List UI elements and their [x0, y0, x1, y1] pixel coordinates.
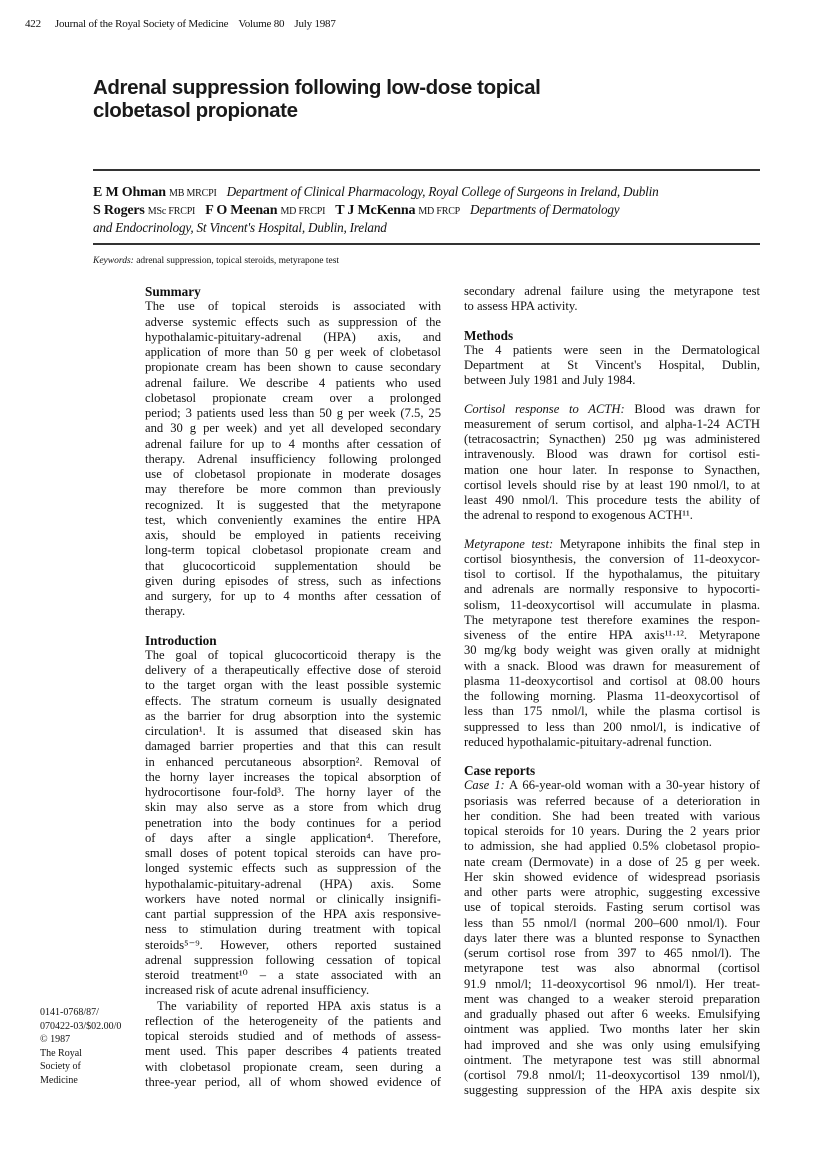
- line-text: to admission, she had applied 0.5% clobetasol propio-: [464, 839, 760, 854]
- text-line: [464, 1007, 760, 1022]
- text-line: [464, 1068, 760, 1083]
- line-text: secondary adrenal failure using the metyrapone test: [464, 284, 760, 298]
- text-line: [464, 628, 760, 643]
- line-text: cant partial suppression of the HPA axis responsive-: [145, 907, 441, 921]
- line-text: penetration into the body continues for a period: [145, 815, 441, 830]
- line-text: Metyrapone inhibits the final step in: [553, 536, 760, 551]
- copyright-note: [40, 1006, 121, 1088]
- text-line: [464, 508, 760, 523]
- line-text: given during episodes of stress, such as infections: [145, 573, 441, 588]
- keywords: [93, 256, 339, 266]
- line-text: with clobetasol propionate cream, seen during a: [145, 1059, 441, 1074]
- text-line: [464, 1053, 760, 1068]
- line-text: and other parts were atrophic, suggesting excessive: [464, 885, 760, 899]
- text-line: [145, 709, 441, 724]
- line-text: and gradually phased out after 6 weeks. Emulsifying: [464, 1007, 760, 1021]
- text-line: [464, 598, 760, 613]
- line-text: and 30 g per week) and yet all developed secondary: [145, 421, 441, 436]
- line-text: long-term topical clobetasol propionate cream and: [145, 543, 441, 558]
- author-block: [93, 184, 763, 236]
- text-line: [145, 785, 441, 800]
- text-line: [464, 839, 760, 854]
- line-text: Blood was drawn for: [624, 401, 760, 416]
- line-text: cortisol levels should rise by at least 190 nmol/l, to at: [464, 477, 760, 492]
- line-text: increased risk of acute adrenal insufficiency.: [145, 983, 370, 998]
- line-text: circulation¹. It is assumed that diseased skin has: [145, 724, 441, 738]
- text-line: [145, 299, 441, 314]
- line-text: intravenously. Blood was drawn for cortisol esti-: [464, 447, 760, 462]
- text-line: [464, 946, 760, 961]
- line-text: less than 175 nmol/l, while the plasma cortisol is: [464, 704, 760, 719]
- right-column: [464, 284, 760, 1099]
- line-text: metyrapone test was also abnormal (cortisol: [464, 961, 760, 976]
- line-text: effects. The stratum corneum is usually designated: [145, 693, 441, 708]
- text-line: [464, 417, 760, 432]
- author-name: E M Ohman: [93, 185, 166, 200]
- line-text: therapy. Adrenal insufficiency following prolonged: [145, 451, 441, 466]
- text-line: [464, 613, 760, 628]
- line-text: therapy.: [145, 604, 186, 619]
- margin-note-line: © 1987: [40, 1034, 71, 1046]
- spacer: [464, 315, 760, 328]
- line-text: and adrenals are normally responsive to hypocorti-: [464, 582, 760, 597]
- text-line: [464, 537, 760, 552]
- author-degrees: MD FRCPI: [280, 206, 326, 217]
- paragraph: [145, 999, 441, 1091]
- line-text: measurement of serum cortisol, and alpha-1-24 ACTH: [464, 416, 760, 431]
- text-line: [464, 299, 760, 314]
- spacer: [464, 389, 760, 402]
- author-name: F O Meenan: [205, 203, 278, 218]
- margin-note-line: Medicine: [40, 1074, 78, 1086]
- text-line: [464, 373, 760, 388]
- author-degrees: MD FRCP: [418, 206, 461, 217]
- line-text: clobetasol propionate cream over a prolonged: [145, 390, 441, 405]
- title-line: clobetasol propionate: [93, 99, 298, 122]
- text-line: [464, 885, 760, 900]
- line-text: The use of topical steroids is associated with: [145, 299, 441, 314]
- line-text: Department at St Vincent's Hospital, Dublin,: [464, 358, 760, 372]
- affiliation: Departments of Dermatology: [470, 202, 620, 217]
- text-line: [464, 478, 760, 493]
- run-in-heading: Case 1:: [464, 778, 505, 793]
- volume: Volume 80: [238, 18, 285, 30]
- author-name: S Rogers: [93, 203, 145, 218]
- margin-note-line: 0141-0768/87/: [40, 1007, 99, 1018]
- line-text: The goal of topical glucocorticoid therapy is the: [145, 647, 441, 662]
- line-text: tisol to cortisol. If the hypothalamus, the pituitary: [464, 567, 760, 581]
- text-line: [145, 938, 441, 953]
- text-line: [464, 824, 760, 839]
- text-line: [145, 694, 441, 709]
- text-line: [145, 892, 441, 907]
- text-line: [464, 977, 760, 992]
- line-text: small doses of potent topical steroids can have pro-: [145, 846, 441, 860]
- section-heading: Summary: [145, 284, 201, 299]
- text-line: [145, 800, 441, 815]
- text-line: [145, 376, 441, 391]
- line-text: test, which conveniently examines the entire HPA: [145, 512, 441, 527]
- paragraph: [464, 343, 760, 389]
- text-line: [145, 498, 441, 513]
- line-text: her condition. She had been treated with various: [464, 808, 760, 823]
- author-degrees: MB MRCPI: [169, 188, 217, 199]
- line-text: period; 3 patients used less than 50 g per week (7.5, 25: [145, 406, 441, 420]
- line-text: axis, should be employed in patients receiving: [145, 528, 441, 542]
- line-text: longed systemic effects such as suppression of the: [145, 861, 441, 876]
- line-text: ment used. This paper describes 4 patients treated: [145, 1044, 441, 1059]
- text-line: [145, 861, 441, 876]
- text-line: [464, 463, 760, 478]
- text-line: [464, 720, 760, 735]
- line-text: to assess HPA activity.: [464, 299, 578, 314]
- text-line: [464, 284, 760, 299]
- margin-note-line: Society of: [40, 1061, 81, 1073]
- line-text: ointment was applied. Two months later her skin: [464, 1022, 760, 1037]
- text-line: [145, 604, 441, 619]
- line-text: (tetracosactrin; Synacthen) 250 µg was administered: [464, 432, 760, 446]
- text-line: [145, 770, 441, 785]
- text-line: [464, 809, 760, 824]
- line-text: hydrocortisone four-fold³. The horny layer of the: [145, 785, 441, 799]
- paragraph: [464, 778, 760, 1098]
- line-text: ointment. The metyrapone test was still abnormal: [464, 1052, 760, 1067]
- text-line: [145, 983, 441, 998]
- running-head: [25, 18, 346, 30]
- text-line: [464, 358, 760, 373]
- text-line: [145, 437, 441, 452]
- line-text: ment was changed to a weaker steroid preparation: [464, 991, 760, 1006]
- line-text: least 490 nmol/l. This procedure tests the ability of: [464, 493, 760, 507]
- line-text: of days after a single application⁴. Therefore,: [145, 830, 441, 845]
- text-line: [145, 528, 441, 543]
- line-text: use of topical steroids. Fasting serum cortisol was: [464, 900, 760, 915]
- keywords-label: Keywords:: [93, 256, 134, 266]
- line-text: adrenal failure for up to 4 months after cessation of: [145, 436, 441, 451]
- text-line: [145, 482, 441, 497]
- divider: [93, 169, 760, 171]
- text-line: [464, 567, 760, 582]
- text-line: [464, 674, 760, 689]
- journal-name: Journal of the Royal Society of Medicine: [54, 18, 229, 30]
- line-text: with a snack. Blood was drawn for measurement of: [464, 658, 760, 673]
- line-text: less than 55 nmol/l (normal 200–600 nmol/l). Four: [464, 915, 760, 930]
- issue-date: July 1987: [294, 18, 336, 30]
- text-line: [464, 961, 760, 976]
- text-line: [464, 582, 760, 597]
- line-text: steroid treatment¹⁰ – a state associated with an: [145, 968, 441, 982]
- text-line: [145, 360, 441, 375]
- line-text: between July 1981 and July 1984.: [464, 373, 636, 388]
- page-number: 422: [25, 18, 41, 30]
- line-text: The variability of reported HPA axis status is a: [157, 998, 441, 1013]
- text-line: [464, 778, 760, 793]
- line-text: The metyrapone test therefore examines the respon-: [464, 612, 760, 627]
- text-line: [464, 447, 760, 462]
- spacer: [145, 620, 441, 633]
- title-line: Adrenal suppression following low-dose topical: [93, 76, 541, 99]
- author-degrees: MSc FRCPI: [147, 206, 196, 217]
- text-line: [145, 513, 441, 528]
- text-line: [464, 659, 760, 674]
- line-text: steroids⁵⁻⁹. However, others reported sustained: [145, 937, 441, 952]
- text-line: [464, 1083, 760, 1098]
- line-text: skin may also serve as a store from which drug: [145, 800, 441, 815]
- line-text: damaged barrier properties and that this can result: [145, 739, 441, 754]
- run-in-heading: Metyrapone test:: [464, 536, 554, 551]
- spacer: [464, 524, 760, 537]
- text-line: [464, 870, 760, 885]
- line-text: application of more than 50 g per week of clobetasol: [145, 345, 441, 359]
- text-line: [145, 831, 441, 846]
- text-line: [464, 916, 760, 931]
- line-text: and surgery, for up to 4 months after cessation of: [145, 589, 441, 603]
- line-text: reduced hypothalamic-pituitary-adrenal function.: [464, 734, 712, 749]
- line-text: solism, 11-deoxycortisol will accumulate in plasma.: [464, 597, 760, 612]
- text-line: [145, 315, 441, 330]
- line-text: (serum cortisol rose from 397 to 465 nmol/l). The: [464, 946, 760, 960]
- line-text: had improved and she was only using emulsifying: [464, 1037, 760, 1052]
- text-line: [145, 648, 441, 663]
- text-line: [145, 467, 441, 482]
- line-text: adrenal failure. We describe 4 patients who used: [145, 375, 441, 390]
- text-line: [464, 900, 760, 915]
- article-title: [93, 76, 540, 122]
- text-line: [464, 735, 760, 750]
- line-text: delivery of a therapeutically effective dose of steroid: [145, 663, 441, 677]
- line-text: recognized. It is suggested that the metyrapone: [145, 497, 441, 512]
- divider: [93, 243, 760, 245]
- line-text: the adrenal to respond to exogenous ACTH¹¹.: [464, 508, 693, 523]
- text-line: [145, 968, 441, 983]
- line-text: adverse systemic effects such as suppression of the: [145, 314, 441, 329]
- author-name: T J McKenna: [335, 203, 416, 218]
- text-line: [464, 931, 760, 946]
- keywords-text: adrenal suppression, topical steroids, metyrapone test: [133, 256, 340, 266]
- text-line: [464, 794, 760, 809]
- text-line: [145, 543, 441, 558]
- line-text: three-year period, all of whom showed evidence of: [145, 1074, 441, 1089]
- line-text: hypothalamic-pituitary-adrenal (HPA) axis, and: [145, 329, 441, 344]
- text-line: [145, 755, 441, 770]
- line-text: propionate cream has been shown to cause secondary: [145, 360, 441, 375]
- line-text: adrenal suppression following cessation of topical: [145, 952, 441, 967]
- line-text: the following morning. Plasma 11-deoxycortisol of: [464, 689, 760, 703]
- text-line: [464, 1022, 760, 1037]
- paragraph: [464, 284, 760, 315]
- text-line: [145, 907, 441, 922]
- text-line: [145, 391, 441, 406]
- text-line: [464, 552, 760, 567]
- line-text: days later there was a blunted response to Synacthen: [464, 930, 760, 945]
- line-text: psoriasis was referred because of a deterioration in: [464, 793, 760, 808]
- left-column: [145, 284, 441, 1090]
- paragraph: [464, 537, 760, 751]
- line-text: in enhanced percutaneous absorption². Removal of: [145, 754, 441, 769]
- line-text: 91.9 nmol/l; 11-deoxycortisol 96 nmol/l). Her treat-: [464, 976, 760, 991]
- line-text: 30 mg/kg body weight was given orally at midnight: [464, 643, 760, 658]
- text-line: [145, 1014, 441, 1029]
- line-text: as the barrier for drug absorption into the systemic: [145, 708, 441, 723]
- margin-note-line: 070422-03/$02.00/0: [40, 1020, 122, 1032]
- text-line: [145, 846, 441, 861]
- line-text: hypothalamic-pituitary-adrenal (HPA) axis. Some: [145, 876, 441, 891]
- section-heading: Methods: [464, 327, 514, 343]
- text-line: [145, 678, 441, 693]
- line-text: suppressed to less than 200 nmol/l, is indicative of: [464, 719, 760, 734]
- affiliation: and Endocrinology, St Vincent's Hospital, Dublin, Ireland: [93, 220, 387, 235]
- text-line: [145, 559, 441, 574]
- text-line: [464, 1038, 760, 1053]
- text-line: [145, 452, 441, 467]
- text-line: [464, 704, 760, 719]
- text-line: [464, 689, 760, 704]
- text-line: [145, 406, 441, 421]
- line-text: mation one hour later. In response to Synacthen,: [464, 462, 760, 477]
- run-in-heading: Cortisol response to ACTH:: [464, 401, 625, 416]
- paragraph: [464, 402, 760, 524]
- text-line: [464, 432, 760, 447]
- text-line: [464, 493, 760, 508]
- line-text: may therefore be more common than previously: [145, 482, 441, 497]
- line-text: that glucocorticoid supplementation should be: [145, 558, 441, 573]
- line-text: The 4 patients were seen in the Dermatological: [464, 342, 760, 357]
- text-line: [464, 343, 760, 358]
- text-line: [145, 1044, 441, 1059]
- line-text: workers have noted normal or clinically insignifi-: [145, 891, 441, 906]
- paragraph: [145, 299, 441, 619]
- text-line: [145, 953, 441, 968]
- line-text: topical steroids for 10 years. During the 2 years prior: [464, 824, 760, 838]
- spacer: [464, 750, 760, 763]
- line-text: A 66-year-old woman with a 30-year history of: [504, 778, 761, 793]
- text-line: [145, 1060, 441, 1075]
- line-text: (cortisol 79.8 nmol/l; 11-deoxycortisol 139 nmol/l),: [464, 1068, 760, 1082]
- text-line: [145, 589, 441, 604]
- section-heading: Case reports: [464, 763, 536, 778]
- line-text: plasma 11-deoxycortisol and cortisol at 08.00 hours: [464, 673, 760, 688]
- line-text: topical steroids studied and of methods of assess-: [145, 1029, 441, 1043]
- line-text: nate cream (Dermovate) in a dose of 25 g per week.: [464, 854, 760, 869]
- text-line: [145, 999, 441, 1014]
- text-line: [145, 345, 441, 360]
- text-line: [145, 421, 441, 436]
- text-line: [145, 877, 441, 892]
- paragraph: [145, 648, 441, 999]
- text-line: [464, 855, 760, 870]
- text-line: [145, 574, 441, 589]
- text-line: [145, 1029, 441, 1044]
- text-line: [145, 739, 441, 754]
- line-text: Her skin showed evidence of widespread psoriasis: [464, 869, 760, 884]
- line-text: suggesting suppression of the HPA axis despite six: [464, 1083, 760, 1098]
- text-line: [145, 724, 441, 739]
- line-text: the horny layer increases the topical absorption of: [145, 769, 441, 784]
- line-text: reflection of the heterogeneity of the patients and: [145, 1013, 441, 1028]
- text-line: [145, 922, 441, 937]
- text-line: [145, 663, 441, 678]
- text-line: [464, 643, 760, 658]
- line-text: to the target organ with the least possible systemic: [145, 678, 441, 693]
- text-line: [145, 1075, 441, 1090]
- section-heading: Introduction: [145, 632, 217, 648]
- text-line: [145, 816, 441, 831]
- affiliation: Department of Clinical Pharmacology, Royal College of Surgeons in Ireland, Dublin: [226, 184, 659, 199]
- text-line: [464, 402, 760, 417]
- line-text: cortisol biosynthesis, the conversion of 11-deoxycor-: [464, 551, 760, 566]
- line-text: use of clobetasol propionate in moderate dosages: [145, 467, 441, 481]
- margin-note-line: The Royal: [40, 1047, 82, 1059]
- line-text: ness to stimulation during treatment with topical: [145, 922, 441, 937]
- line-text: siveness of the entire HPA axis¹¹·¹². Metyrapone: [464, 628, 760, 642]
- text-line: [145, 330, 441, 345]
- text-line: [464, 992, 760, 1007]
